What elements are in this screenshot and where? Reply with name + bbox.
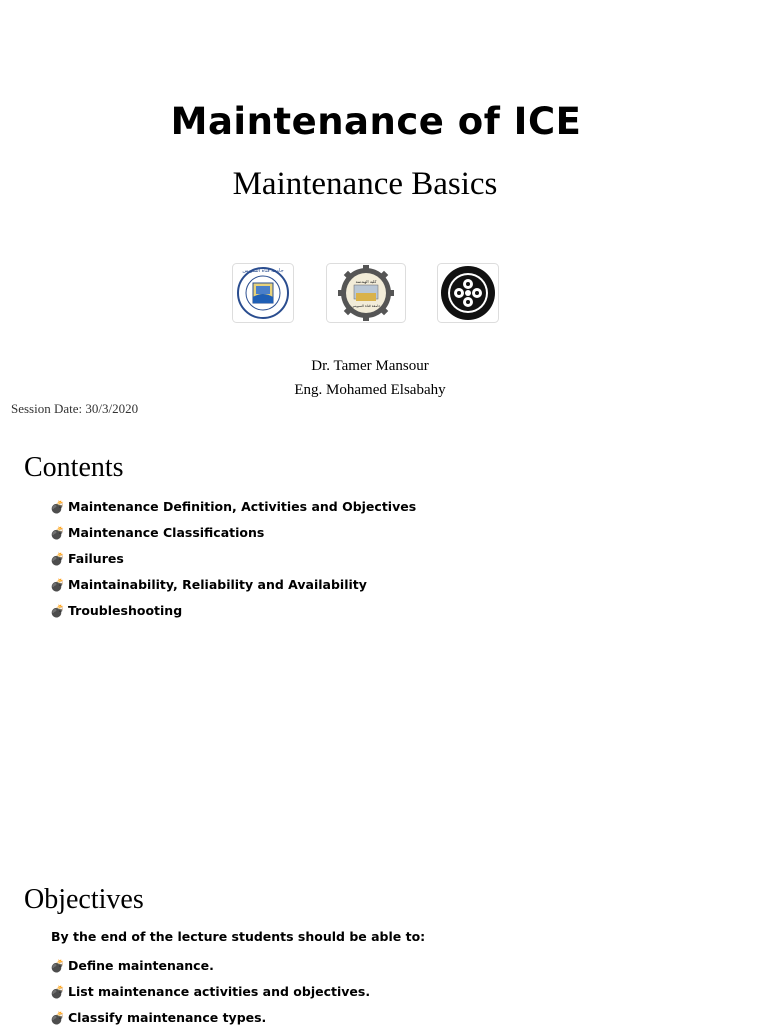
- list-item-label: Maintenance Classifications: [68, 525, 265, 540]
- bomb-bullet-icon: 💣: [50, 552, 65, 566]
- list-item: [50, 572, 416, 598]
- author-name: Eng. Mohamed Elsabahy: [294, 382, 446, 398]
- contents-heading: Contents: [24, 452, 124, 483]
- author-name: Dr. Tamer Mansour: [311, 358, 429, 374]
- document-title: Maintenance of ICE: [170, 100, 582, 143]
- svg-text:جامعة قناة السويس: جامعة قناة السويس: [242, 268, 284, 274]
- bomb-bullet-icon: 💣: [50, 985, 65, 999]
- contents-list: [50, 494, 416, 624]
- list-item-label: List maintenance activities and objectives.: [68, 984, 371, 999]
- bomb-bullet-icon: 💣: [50, 959, 65, 973]
- objectives-intro: By the end of the lecture students should be able to:: [51, 929, 426, 944]
- list-item-label: Troubleshooting: [68, 603, 183, 618]
- svg-text:جامعة قناة السويس: جامعة قناة السويس: [351, 304, 381, 308]
- list-item: [50, 953, 370, 979]
- list-item: [50, 979, 370, 1005]
- faculty-of-engineering-logo: [326, 263, 406, 323]
- objectives-heading: Objectives: [24, 884, 144, 915]
- session-date: Session Date: 30/3/2020: [11, 401, 139, 416]
- bomb-bullet-icon: 💣: [50, 1011, 65, 1025]
- list-item-label: Define maintenance.: [68, 958, 214, 973]
- list-item-label: Maintainability, Reliability and Availability: [68, 577, 367, 592]
- objectives-list: [50, 953, 370, 1031]
- list-item-label: Maintenance Definition, Activities and Objectives: [68, 499, 417, 514]
- svg-text:كلية الهندسة: كلية الهندسة: [355, 279, 377, 284]
- list-item-label: Failures: [68, 551, 124, 566]
- suez-canal-university-logo: [232, 263, 294, 323]
- document-subtitle: Maintenance Basics: [232, 166, 498, 202]
- bomb-bullet-icon: 💣: [50, 578, 65, 592]
- bomb-bullet-icon: 💣: [50, 604, 65, 618]
- engineering-department-logo: [437, 263, 499, 323]
- list-item: [50, 520, 416, 546]
- list-item: [50, 598, 416, 624]
- bomb-bullet-icon: 💣: [50, 500, 65, 514]
- list-item: [50, 1005, 370, 1031]
- list-item-label: Classify maintenance types.: [68, 1010, 267, 1025]
- list-item: [50, 546, 416, 572]
- list-item: [50, 494, 416, 520]
- bomb-bullet-icon: 💣: [50, 526, 65, 540]
